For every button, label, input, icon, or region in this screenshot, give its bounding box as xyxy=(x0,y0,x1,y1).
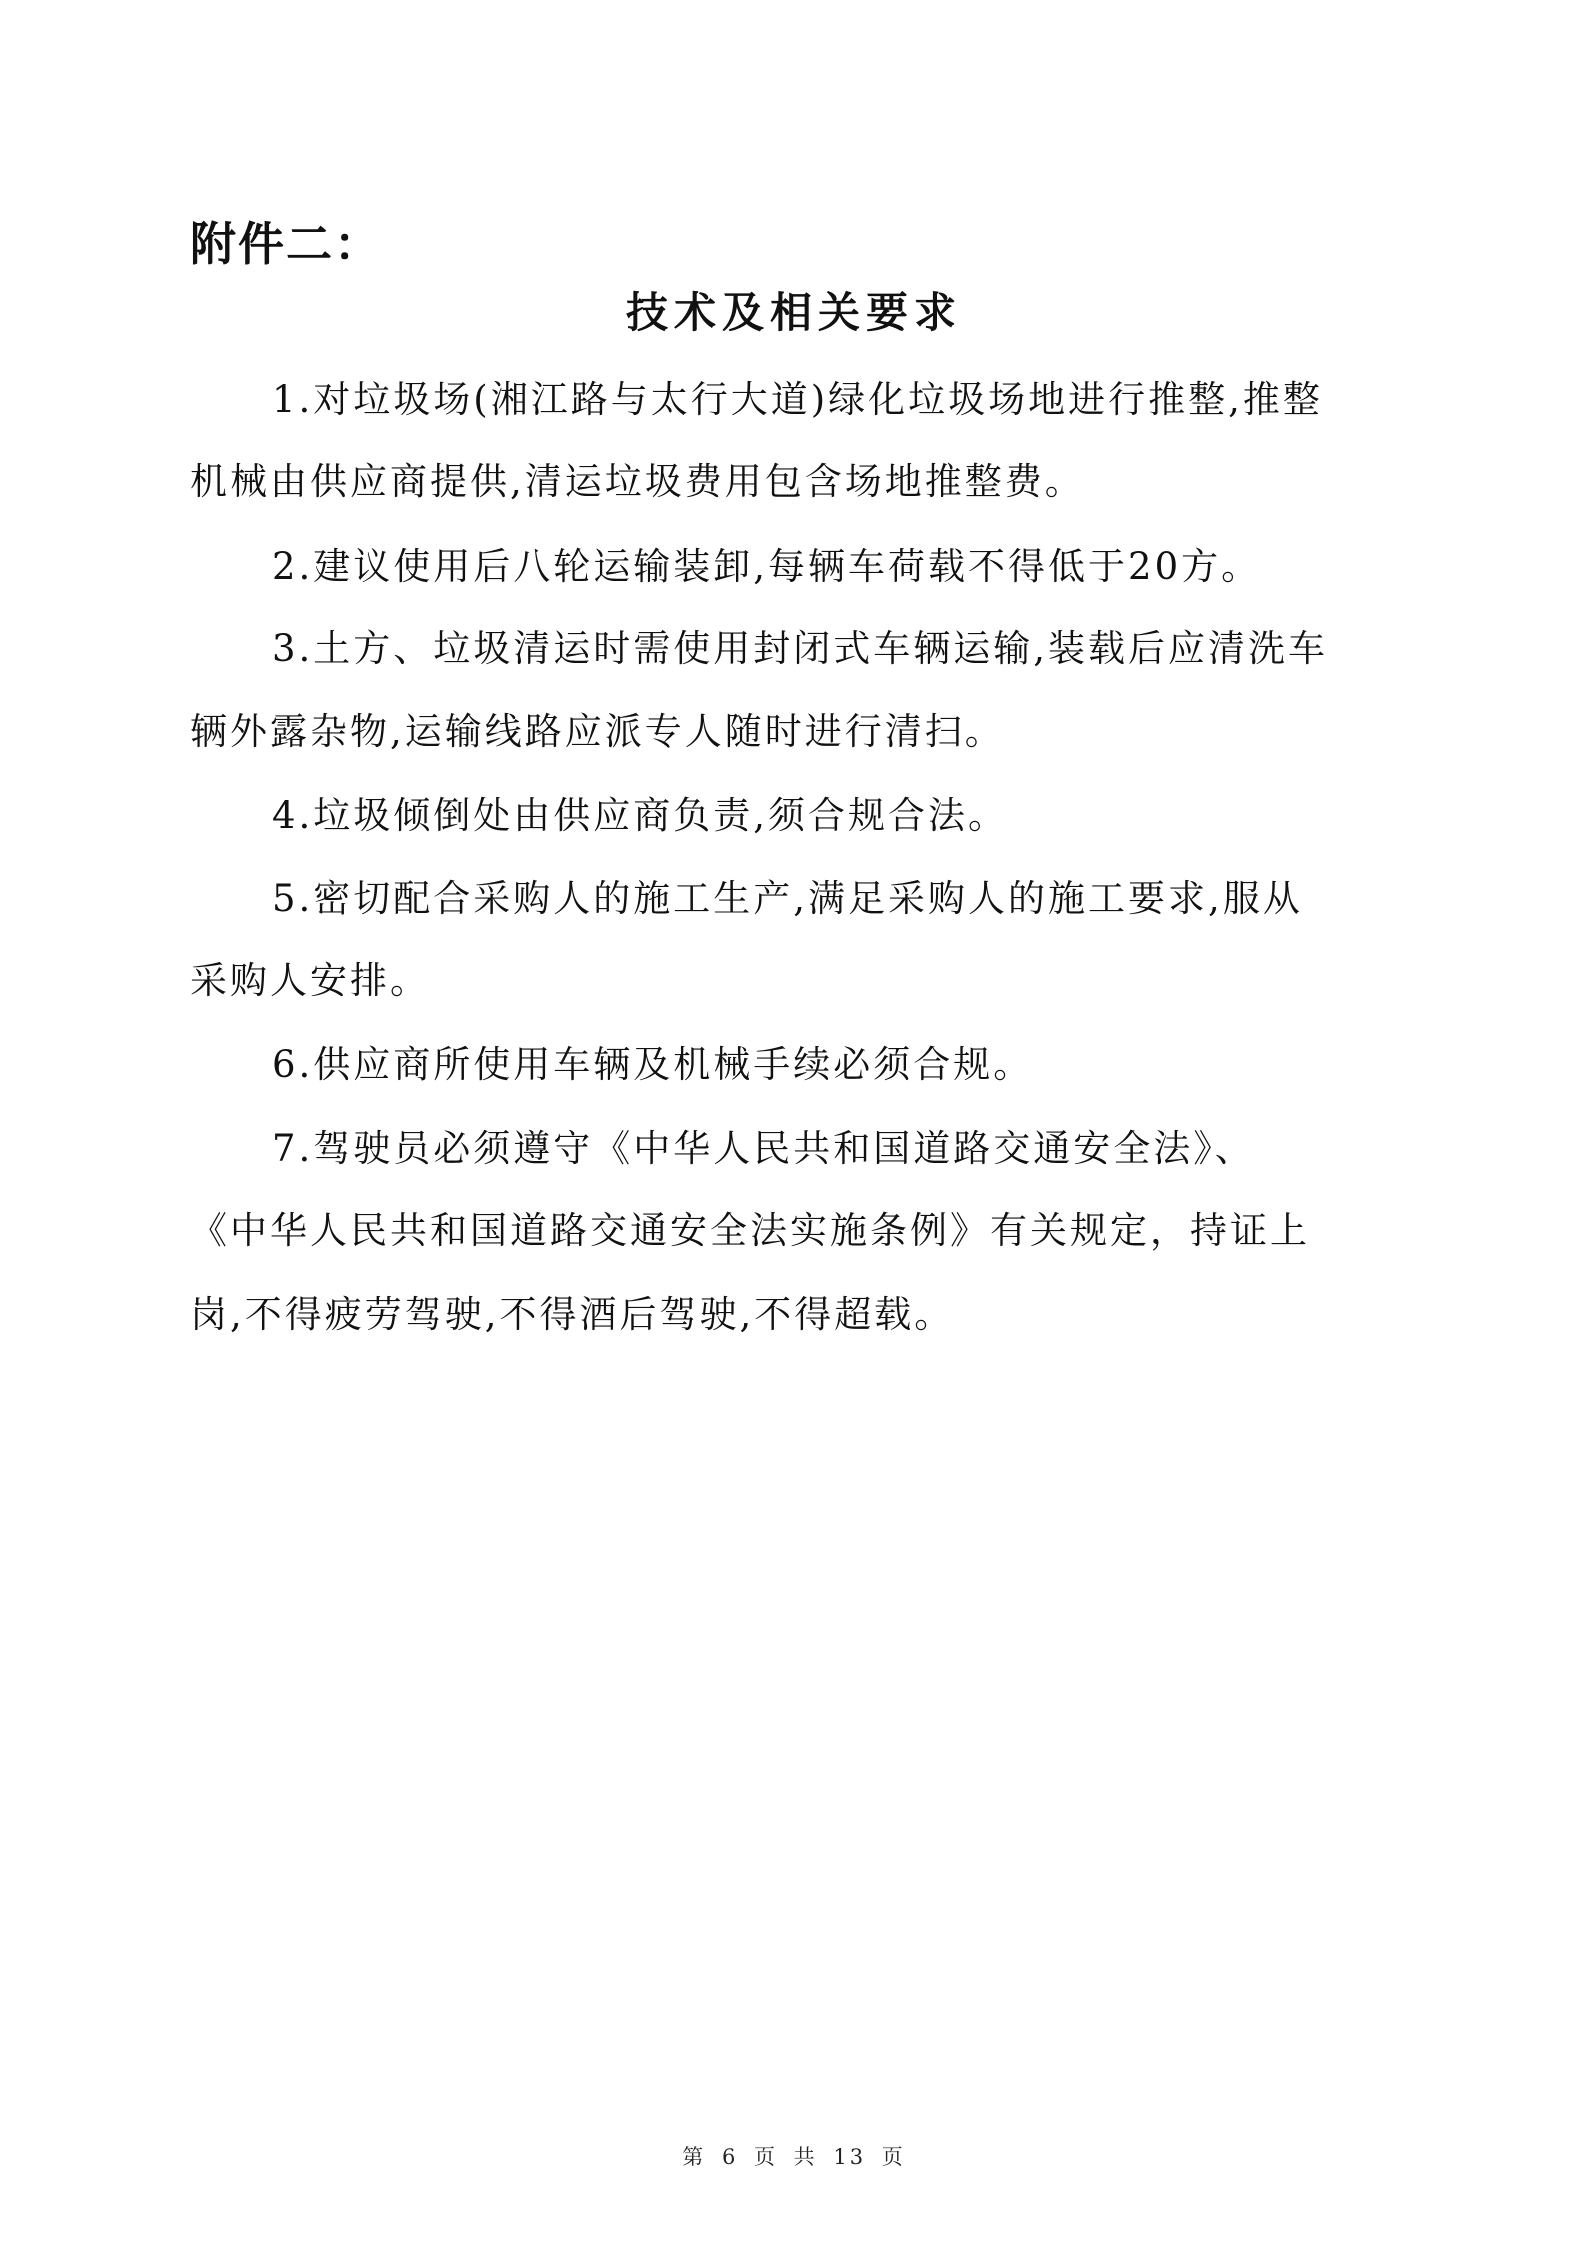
requirement-7-line-2: 《中华人民共和国道路交通安全法实施条例》有关规定，持证上 xyxy=(190,1209,1310,1252)
requirement-5-line-1: 5.密切配合采购人的施工生产,满足采购人的施工要求,服从 xyxy=(272,877,1303,920)
requirement-7-line-3: 岗,不得疲劳驾驶,不得酒后驾驶,不得超载。 xyxy=(190,1293,955,1336)
requirement-4-line-1: 4.垃圾倾倒处由供应商负责,须合规合法。 xyxy=(272,794,1009,837)
document-title: 技术及相关要求 xyxy=(625,288,962,337)
requirement-6-line-1: 6.供应商所使用车辆及机械手续必须合规。 xyxy=(272,1043,1034,1086)
requirement-2-line-1: 2.建议使用后八轮运输装卸,每辆车荷载不得低于20方。 xyxy=(272,545,1262,588)
requirement-7-line-1: 7.驾驶员必须遵守《中华人民共和国道路交通安全法》、 xyxy=(272,1127,1255,1170)
requirement-1-line-1: 1.对垃圾场(湘江路与太行大道)绿化垃圾场地进行推整,推整 xyxy=(272,378,1323,421)
requirement-3-line-2: 辆外露杂物,运输线路应派专人随时进行清扫。 xyxy=(190,710,1005,753)
attachment-label: 附件二： xyxy=(190,217,382,271)
requirement-1-line-2: 机械由供应商提供,清运垃圾费用包含场地推整费。 xyxy=(190,460,1085,503)
requirement-3-line-1: 3.土方、垃圾清运时需使用封闭式车辆运输,装载后应清洗车 xyxy=(272,627,1329,670)
requirement-5-line-2: 采购人安排。 xyxy=(190,959,430,1002)
page-footer: 第 6 页 共 13 页 xyxy=(682,2145,906,2169)
